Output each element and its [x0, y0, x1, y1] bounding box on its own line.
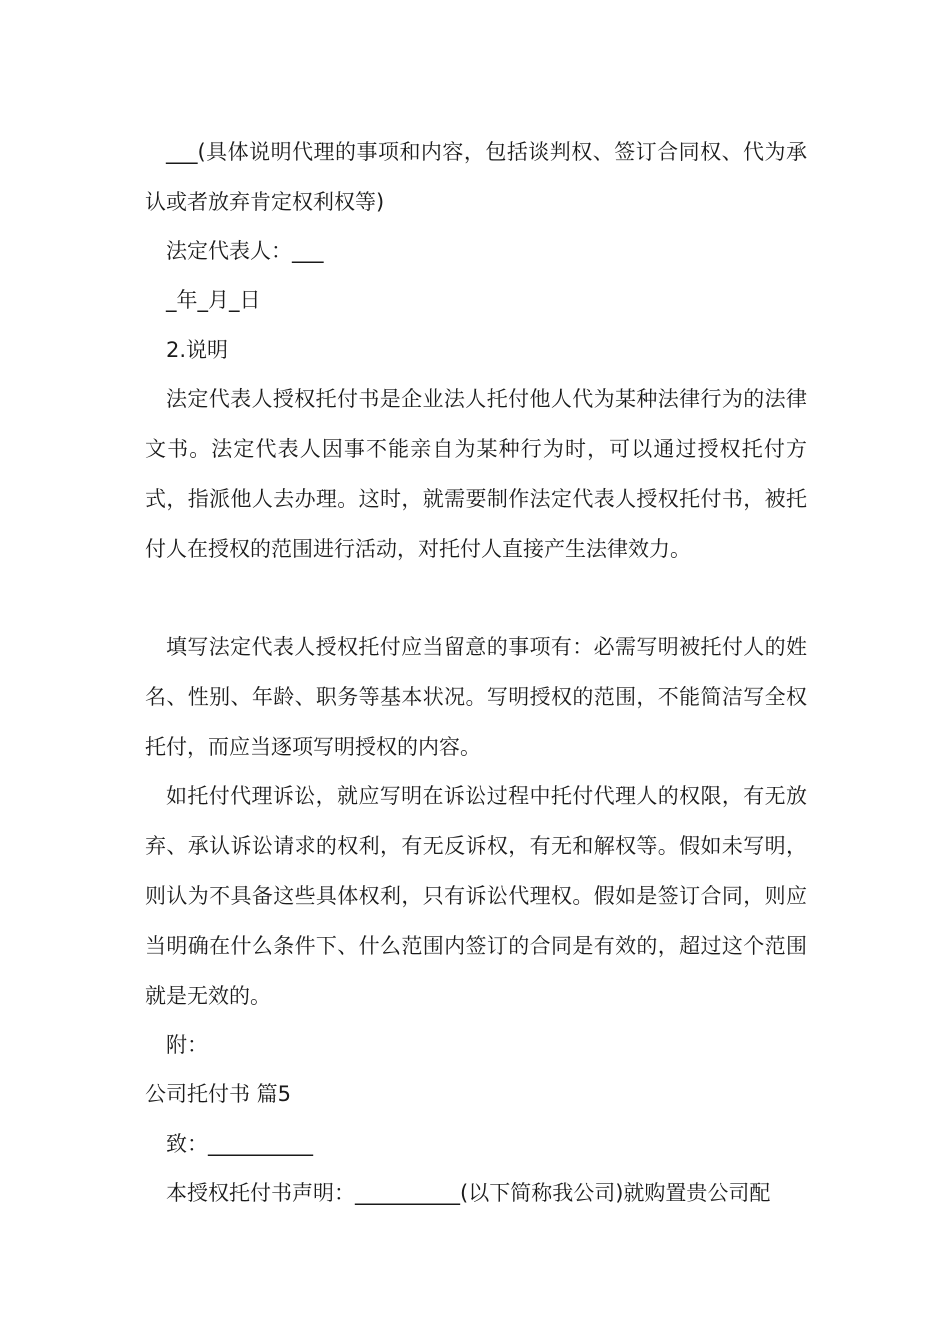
- document-title: 公司托付书 篇5: [145, 1082, 292, 1106]
- paragraph-notes: 填写法定代表人授权托付应当留意的事项有：必需写明被托付人的姓名、性别、年龄、职务等基本状况。写明授权的范围，不能简洁写全权托付，而应当逐项写明授权的内容。: [145, 635, 807, 759]
- paragraph-addressee: 致：__________: [166, 1132, 313, 1156]
- paragraph-litigation: 如托付代理诉讼，就应写明在诉讼过程中托付代理人的权限，有无放弃、承认诉讼请求的权利，有无反诉权，有无和解权等。假如未写明，则认为不具备这些具体权利，只有诉讼代理权。假如是签订合同，则应当明确在什么条件下、什么范围内签订的合同是有效的，超过这个范围就是无效的。: [145, 784, 807, 1008]
- paragraph-appendix: 附：: [166, 1033, 208, 1057]
- paragraph-explanation: 法定代表人授权托付书是企业法人托付他人代为某种法律行为的法律文书。法定代表人因事不能亲自为某种行为时，可以通过授权托付方式，指派他人去办理。这时，就需要制作法定代表人授权托付书，被托付人在授权的范围进行活动，对托付人直接产生法律效力。: [145, 387, 807, 561]
- paragraph-legal-rep: 法定代表人：___: [166, 239, 324, 263]
- paragraph-date: _年_月_日: [166, 288, 261, 312]
- paragraph-scope: ___(具体说明代理的事项和内容，包括谈判权、签订合同权、代为承认或者放弃肯定权利权等): [145, 140, 807, 214]
- paragraph-statement: 本授权托付书声明：__________(以下简称我公司)就购置贵公司配: [166, 1181, 771, 1205]
- section-heading: 2.说明: [166, 338, 229, 362]
